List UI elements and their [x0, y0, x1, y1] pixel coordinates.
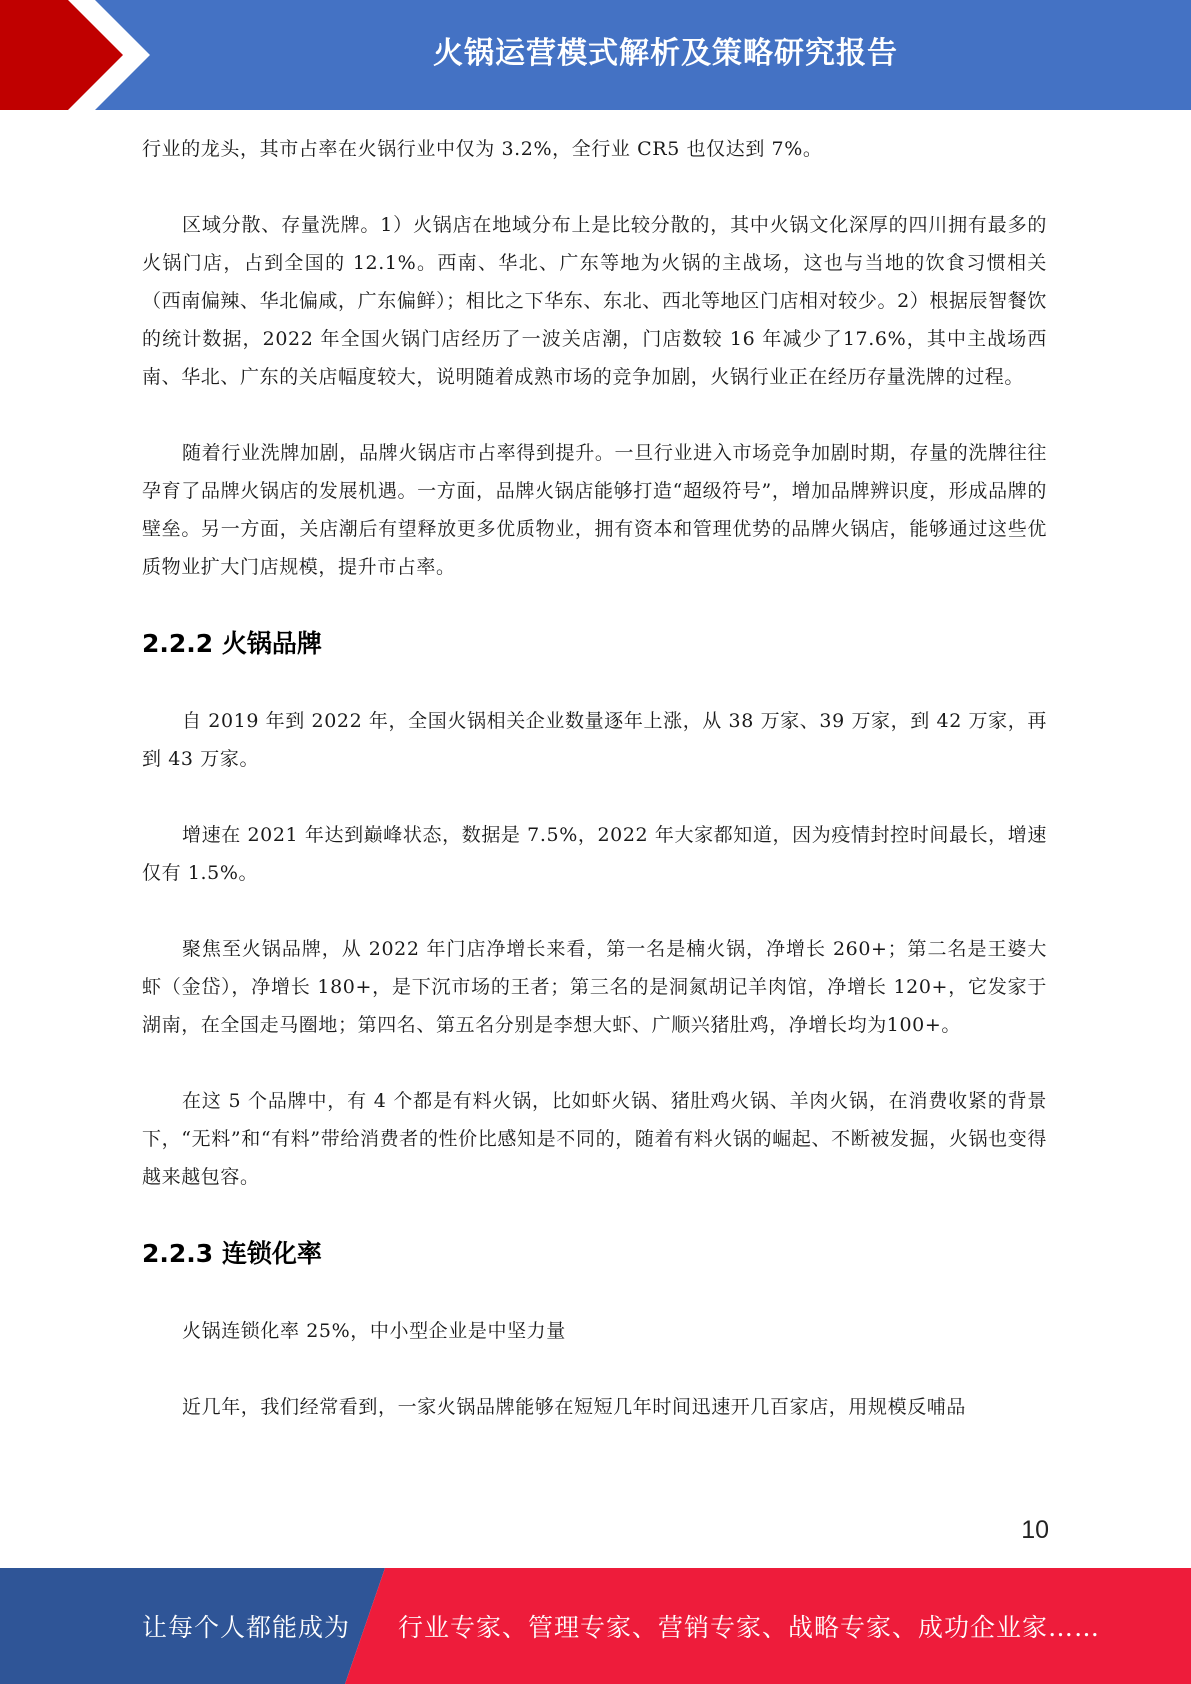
- paragraph-3: 随着行业洗牌加剧，品牌火锅店市占率得到提升。一旦行业进入市场竞争加剧时期，存量的洗牌往往孕育了品牌火锅店的发展机遇。一方面，品牌火锅店能够打造“超级符号”，增加品牌辨识度，形成品牌的壁垒。另一方面，关店潮后有望释放更多优质物业，拥有资本和管理优势的品牌火锅店，能够通过这些优质物业扩大门店规模，提升市占率。: [142, 442, 1047, 578]
- section-heading-chain-rate: 2.2.3 连锁化率: [142, 1239, 322, 1268]
- paragraph-2: 区域分散、存量洗牌。1）火锅店在地域分布上是比较分散的，其中火锅文化深厚的四川拥有最多的火锅门店，占到全国的 12.1%。西南、华北、广东等地为火锅的主战场，这也与当地的饮食习惯相关（西南偏辣、华北偏咸，广东偏鲜）；相比之下华东、东北、西北等地区门店相对较少。2）根据辰智餐饮的统计数据，2022 年全国火锅门店经历了一波关店潮，门店数较 16 年减少了17.6%，其中主战场西南、华北、广东的关店幅度较大，说明随着成熟市场的竞争加剧，火锅行业正在经历存量洗牌的过程。: [142, 214, 1047, 388]
- paragraph-6: 聚焦至火锅品牌，从 2022 年门店净增长来看，第一名是楠火锅，净增长 260+；第二名是王婆大虾（金岱），净增长 180+，是下沉市场的王者；第三名的是洞氮胡记羊肉馆，净增长 120+，它发家于湖南，在全国走马圈地；第四名、第五名分别是李想大虾、广顺兴猪肚鸡，净增长均为100+。: [142, 938, 1047, 1036]
- paragraph-5: 增速在 2021 年达到巅峰状态，数据是 7.5%，2022 年大家都知道，因为疫情封控时间最长，增速仅有 1.5%。: [142, 824, 1047, 884]
- page-footer: [0, 1568, 1191, 1684]
- page-number: 10: [1021, 1516, 1049, 1544]
- paragraph-4: 自 2019 年到 2022 年，全国火锅相关企业数量逐年上涨，从 38 万家、39 万家，到 42 万家，再到 43 万家。: [142, 710, 1047, 770]
- footer-slogan-left: 让每个人都能成为: [142, 1613, 351, 1642]
- page-body: [142, 130, 1047, 1464]
- paragraph-1: 行业的龙头，其市占率在火锅行业中仅为 3.2%，全行业 CR5 也仅达到 7%。: [142, 138, 823, 160]
- paragraph-7: 在这 5 个品牌中，有 4 个都是有料火锅，比如虾火锅、猪肚鸡火锅、羊肉火锅，在消费收紧的背景下，“无料”和“有料”带给消费者的性价比感知是不同的，随着有料火锅的崛起、不断被发掘，火锅也变得越来越包容。: [142, 1090, 1047, 1188]
- paragraph-8: 火锅连锁化率 25%，中小型企业是中坚力量: [182, 1320, 566, 1342]
- paragraph-9: 近几年，我们经常看到，一家火锅品牌能够在短短几年时间迅速开几百家店，用规模反哺品: [182, 1396, 967, 1418]
- page-header: [0, 0, 1191, 110]
- header-title: 火锅运营模式解析及策略研究报告: [433, 36, 898, 71]
- section-heading-hotpot-brands: 2.2.2 火锅品牌: [142, 629, 322, 658]
- footer-slogan-right: 行业专家、管理专家、营销专家、战略专家、成功企业家……: [398, 1613, 1101, 1642]
